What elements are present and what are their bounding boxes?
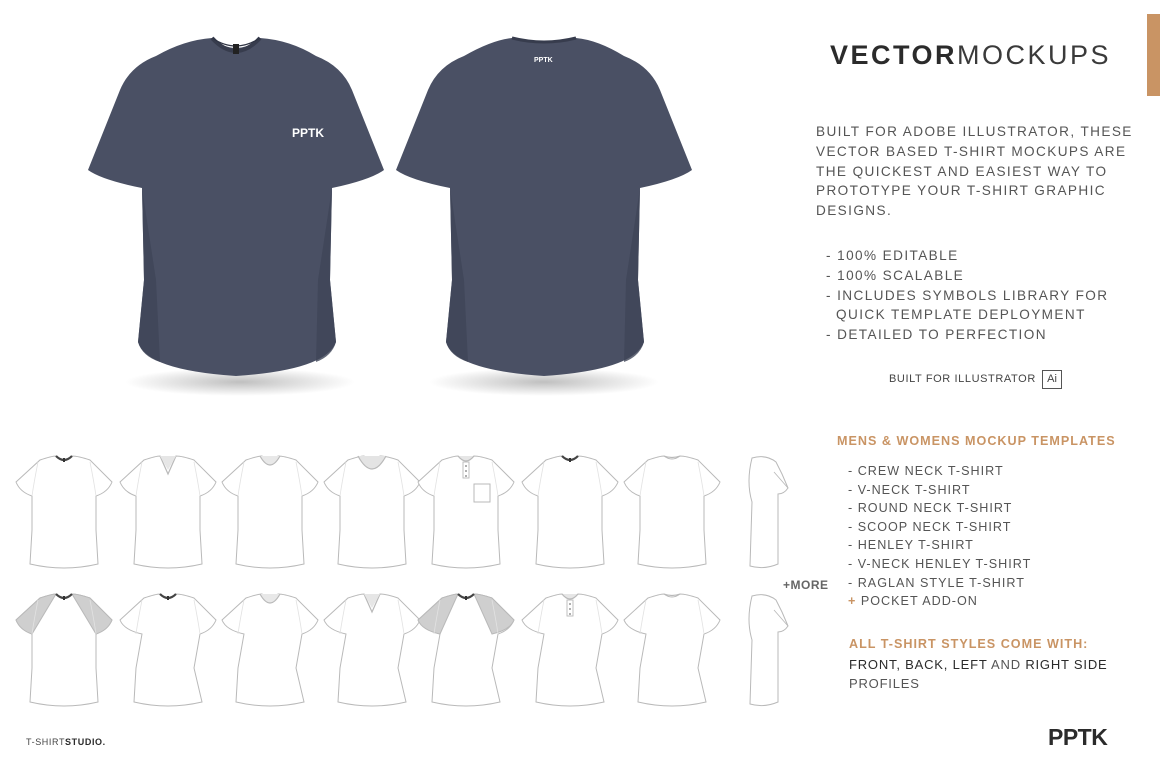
- profiles-front-back: FRONT, BACK, LEFT: [849, 657, 988, 672]
- templates-title: MENS & WOMENS MOCKUP TEMPLATES: [837, 434, 1116, 448]
- template-thumbnail-raglan[interactable]: [12, 590, 116, 714]
- profiles-word: PROFILES: [849, 676, 920, 691]
- template-thumbnail-round[interactable]: [218, 452, 322, 576]
- profiles-and: AND: [991, 657, 1021, 672]
- title-light: MOCKUPS: [957, 40, 1112, 70]
- template-thumbnail-crew[interactable]: [12, 452, 116, 576]
- feature-item: - DETAILED TO PERFECTION: [826, 327, 1047, 343]
- more-link[interactable]: +MORE: [783, 578, 829, 592]
- template-item: - SCOOP NECK T-SHIRT: [848, 519, 1012, 534]
- footer-brand-light: T-SHIRT: [26, 737, 66, 747]
- hero-back-logo: PPTK: [534, 57, 553, 64]
- title-bold: VECTOR: [830, 40, 958, 70]
- pocket-label: POCKET ADD-ON: [860, 594, 978, 609]
- pptk-logo: PPTK: [1048, 724, 1108, 750]
- hero-front-logo: PPTK: [292, 126, 325, 140]
- templates-list: [848, 462, 1031, 611]
- template-thumbnail-crew-women[interactable]: [116, 590, 220, 714]
- template-item: - V-NECK HENLEY T-SHIRT: [848, 556, 1032, 571]
- template-item: - HENLEY T-SHIRT: [848, 538, 974, 553]
- footer-brand-bold: STUDIO.: [65, 737, 106, 747]
- hero-front-tshirt: [80, 30, 392, 400]
- template-item: - ROUND NECK T-SHIRT: [848, 501, 1013, 516]
- features-list: [826, 246, 1146, 345]
- template-thumbnail-side[interactable]: [712, 452, 816, 576]
- template-thumbnail-vneck-women[interactable]: [320, 590, 424, 714]
- template-item: - CREW NECK T-SHIRT: [848, 464, 1004, 478]
- template-thumbnail-vneck[interactable]: [116, 452, 220, 576]
- template-thumbnail-henley-pocket[interactable]: [414, 452, 518, 576]
- profiles-right-side: RIGHT SIDE: [1025, 657, 1108, 672]
- template-thumbnail-scoop[interactable]: [320, 452, 424, 576]
- styles-title: ALL T-SHIRT STYLES COME WITH:: [849, 637, 1089, 651]
- footer-brand: [26, 737, 106, 747]
- template-item-pocket: [848, 592, 1031, 611]
- built-for-label: BUILT FOR ILLUSTRATOR: [889, 373, 1036, 385]
- template-thumbnail-raglan-women[interactable]: [414, 590, 518, 714]
- page-title: [830, 40, 1111, 71]
- template-thumbnail-henley-women[interactable]: [518, 590, 622, 714]
- template-thumbnail-side-women[interactable]: [712, 590, 816, 714]
- template-thumbnail-back[interactable]: [620, 452, 724, 576]
- profiles-text: [849, 655, 1149, 693]
- accent-tab: [1147, 14, 1160, 96]
- hero-back-tshirt: [388, 30, 700, 400]
- illustrator-icon: Ai: [1042, 370, 1062, 389]
- template-thumbnail-back-women[interactable]: [620, 590, 724, 714]
- template-thumbnail-vneck-henley[interactable]: [518, 452, 622, 576]
- intro-text: BUILT FOR ADOBE ILLUSTRATOR, THESE VECTOR BASED T-SHIRT MOCKUPS ARE THE QUICKEST AND EASIEST WAY TO PROTOTYPE YOUR T-SHIRT GRAPHIC DESIGNS.: [816, 124, 1133, 219]
- feature-item: - 100% EDITABLE: [826, 248, 959, 263]
- template-item: - V-NECK T-SHIRT: [848, 482, 971, 497]
- template-item: - RAGLAN STYLE T-SHIRT: [848, 575, 1025, 590]
- feature-item: - INCLUDES SYMBOLS LIBRARY FOR QUICK TEMPLATE DEPLOYMENT: [826, 287, 1109, 323]
- feature-item: - 100% SCALABLE: [826, 267, 965, 283]
- plus-icon: +: [848, 594, 857, 609]
- template-thumbnail-round-women[interactable]: [218, 590, 322, 714]
